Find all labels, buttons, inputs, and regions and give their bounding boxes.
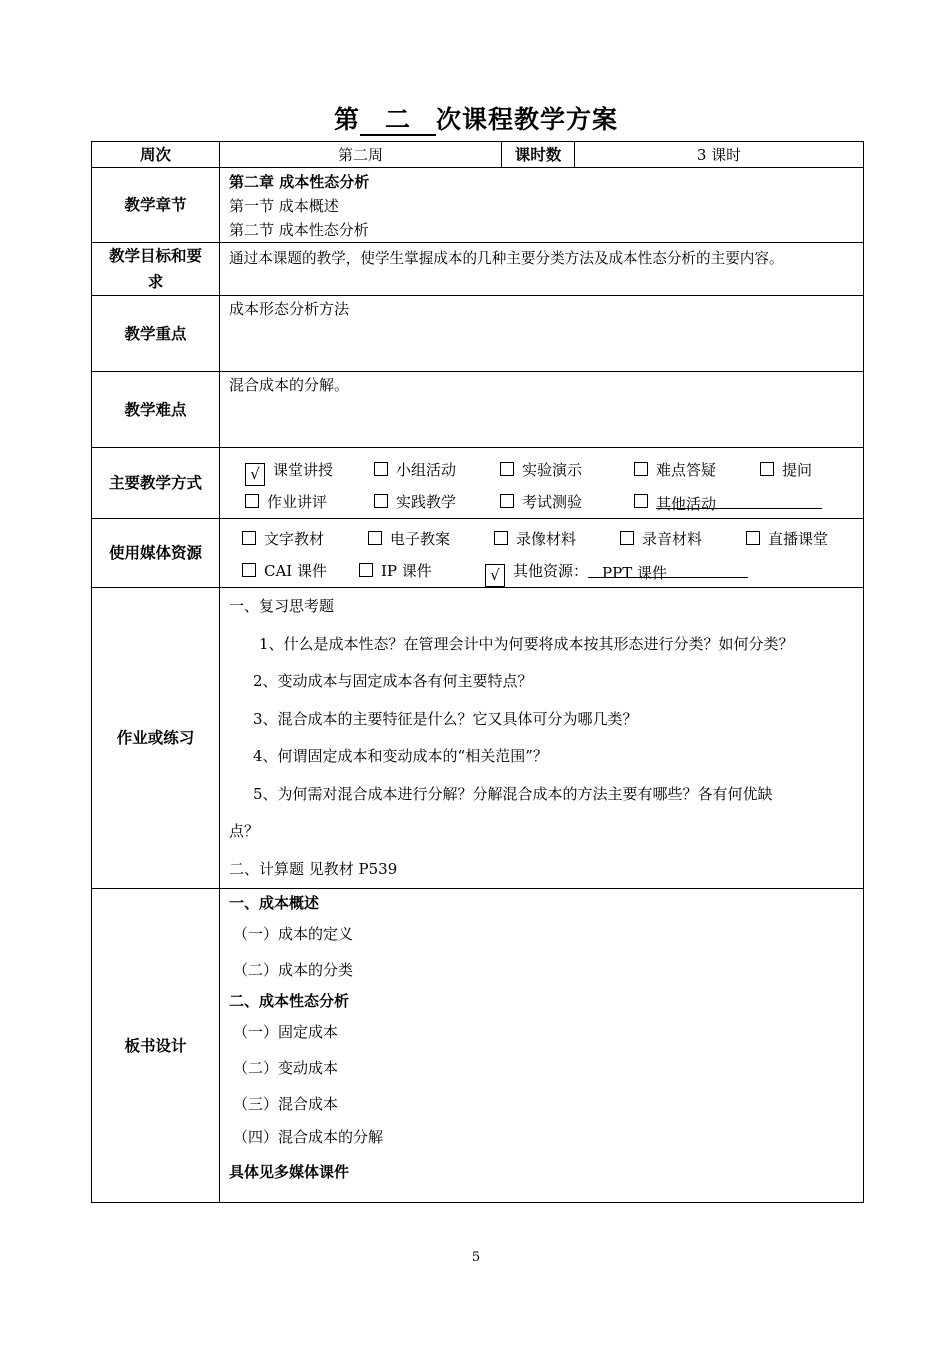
homework-content bbox=[220, 588, 864, 889]
unchecked-box-icon[interactable] bbox=[359, 563, 373, 577]
goals-label bbox=[92, 243, 220, 296]
media-options bbox=[220, 519, 864, 588]
method-option-qa[interactable]: 难点答疑 bbox=[634, 454, 760, 486]
section-two: 第二节 成本性态分析 bbox=[229, 221, 369, 239]
title-prefix: 第 bbox=[333, 105, 360, 134]
method-option-exam[interactable]: 考试测验 bbox=[500, 486, 634, 518]
key-points-label: 教学重点 bbox=[92, 296, 220, 372]
chapter-row bbox=[92, 168, 864, 243]
title-suffix: 次课程教学方案 bbox=[436, 105, 619, 134]
chapter-label: 教学章节 bbox=[92, 168, 220, 243]
board-item: （三）混合成本 bbox=[233, 1095, 339, 1113]
week-label: 周次 bbox=[92, 142, 220, 168]
unchecked-box-icon[interactable] bbox=[494, 531, 508, 545]
board-label: 板书设计 bbox=[92, 889, 220, 1203]
board-item: （一）固定成本 bbox=[233, 1023, 339, 1041]
media-option-video[interactable]: 录像材料 bbox=[494, 523, 620, 555]
difficulties-row bbox=[92, 372, 864, 448]
homework-question-5-cont: 点？ bbox=[229, 822, 260, 840]
board-item: （四）混合成本的分解 bbox=[233, 1128, 384, 1146]
unchecked-box-icon[interactable] bbox=[746, 531, 760, 545]
section-one: 第一节 成本概述 bbox=[229, 197, 339, 215]
homework-question-5: 5、为何需对混合成本进行分解？分解混合成本的方法主要有哪些？各有何优缺 bbox=[253, 784, 773, 803]
board-item: （二）成本的分类 bbox=[233, 961, 354, 979]
unchecked-box-icon[interactable] bbox=[374, 494, 388, 508]
unchecked-box-icon[interactable] bbox=[634, 494, 648, 508]
unchecked-box-icon[interactable] bbox=[245, 494, 259, 508]
key-points-text: 成本形态分析方法 bbox=[220, 296, 864, 372]
unchecked-box-icon[interactable] bbox=[500, 462, 514, 476]
board-footer: 具体见多媒体课件 bbox=[229, 1163, 350, 1181]
board-heading-2: 二、成本性态分析 bbox=[229, 992, 350, 1010]
page-number: 5 bbox=[471, 1250, 481, 1265]
goals-row bbox=[92, 243, 864, 296]
media-other-value: PPT 课件 bbox=[588, 557, 748, 578]
chapter-content bbox=[220, 168, 864, 243]
unchecked-box-icon[interactable] bbox=[760, 462, 774, 476]
media-option-cai[interactable]: CAI 课件 bbox=[242, 555, 359, 587]
unchecked-box-icon[interactable] bbox=[242, 531, 256, 545]
key-points-row bbox=[92, 296, 864, 372]
goals-label-line1: 教学目标和要 bbox=[108, 247, 202, 265]
unchecked-box-icon[interactable] bbox=[500, 494, 514, 508]
checked-box-icon[interactable]: √ bbox=[245, 463, 265, 486]
board-heading-1: 一、成本概述 bbox=[229, 894, 320, 912]
media-option-textbook[interactable]: 文字教材 bbox=[242, 523, 368, 555]
week-row bbox=[92, 142, 864, 168]
unchecked-box-icon[interactable] bbox=[634, 462, 648, 476]
page-title bbox=[0, 100, 952, 136]
homework-question-2: 2、变动成本与固定成本各有何主要特点？ bbox=[253, 672, 533, 690]
chapter-title: 第二章 成本性态分析 bbox=[229, 173, 370, 191]
difficulties-text: 混合成本的分解。 bbox=[220, 372, 864, 448]
board-row bbox=[92, 889, 864, 1203]
homework-question-3: 3、混合成本的主要特征是什么？它又具体可分为哪几类？ bbox=[253, 709, 638, 728]
lesson-plan-table bbox=[91, 141, 864, 1203]
homework-section-review: 一、复习思考题 bbox=[229, 597, 335, 615]
title-number: 二 bbox=[360, 106, 436, 136]
methods-label: 主要教学方式 bbox=[92, 448, 220, 519]
method-option-practice[interactable]: 实践教学 bbox=[374, 486, 500, 518]
unchecked-box-icon[interactable] bbox=[620, 531, 634, 545]
hours-value: 3 课时 bbox=[575, 142, 864, 168]
goals-label-line2: 求 bbox=[147, 273, 164, 291]
method-option-questions[interactable]: 提问 bbox=[760, 454, 812, 486]
goals-text: 通过本课题的教学，使学生掌握成本的几种主要分类方法及成本性态分析的主要内容。 bbox=[220, 243, 864, 296]
board-content bbox=[220, 889, 864, 1203]
board-item: （一）成本的定义 bbox=[233, 925, 354, 943]
method-option-demo[interactable]: 实验演示 bbox=[500, 454, 634, 486]
media-option-e-lesson[interactable]: 电子教案 bbox=[368, 523, 494, 555]
method-option-lecture[interactable]: √ 课堂讲授 bbox=[245, 454, 374, 486]
method-option-group-activity[interactable]: 小组活动 bbox=[374, 454, 500, 486]
media-row bbox=[92, 519, 864, 588]
media-label: 使用媒体资源 bbox=[92, 519, 220, 588]
media-option-audio[interactable]: 录音材料 bbox=[620, 523, 746, 555]
unchecked-box-icon[interactable] bbox=[374, 462, 388, 476]
methods-options bbox=[220, 448, 864, 519]
week-value: 第二周 bbox=[220, 142, 502, 168]
media-option-ip[interactable]: IP 课件 bbox=[359, 555, 485, 587]
unchecked-box-icon[interactable] bbox=[368, 531, 382, 545]
homework-question-1: 1、什么是成本性态？在管理会计中为何要将成本按其形态进行分类？如何分类？ bbox=[259, 634, 794, 653]
media-option-live[interactable]: 直播课堂 bbox=[746, 523, 828, 555]
method-option-homework-review[interactable]: 作业讲评 bbox=[245, 486, 374, 518]
homework-row bbox=[92, 588, 864, 889]
media-option-other[interactable]: √ 其他资源： PPT 课件 bbox=[485, 555, 748, 587]
methods-row bbox=[92, 448, 864, 519]
checked-box-icon[interactable]: √ bbox=[485, 564, 505, 587]
homework-question-4: 4、何谓固定成本和变动成本的“相关范围”？ bbox=[253, 747, 548, 765]
hours-label: 课时数 bbox=[502, 142, 575, 168]
difficulties-label: 教学难点 bbox=[92, 372, 220, 448]
board-item: （二）变动成本 bbox=[233, 1059, 339, 1077]
method-option-other[interactable]: 其他活动 bbox=[634, 486, 822, 518]
homework-label: 作业或练习 bbox=[92, 588, 220, 889]
homework-section-calc: 二、计算题 见教材 P539 bbox=[229, 859, 398, 878]
unchecked-box-icon[interactable] bbox=[242, 563, 256, 577]
